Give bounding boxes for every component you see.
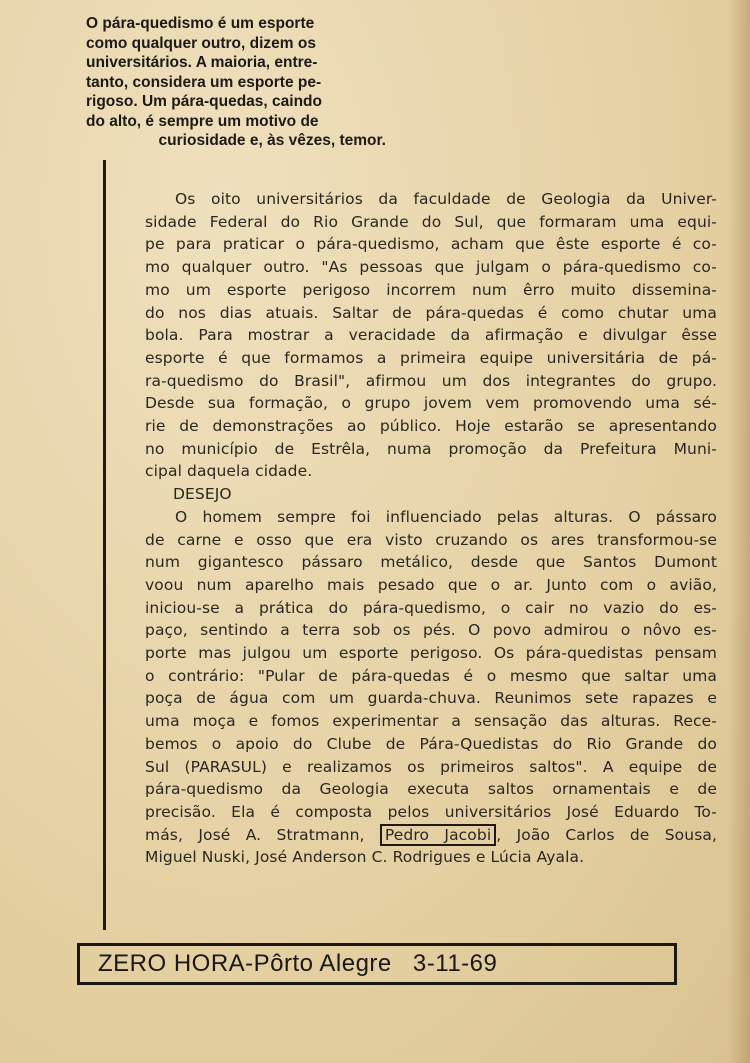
lead-line: universitários. A maioria, entre- [86, 54, 318, 71]
lead-line: do alto, é sempre um motivo de [86, 112, 319, 130]
article-line: O homem sempre foi influenciado pelas alturas. O pássaro [175, 507, 717, 526]
lead-line: tanto, considera um esporte pe- [86, 73, 322, 91]
article-line: num gigantesco pássaro metálico, desde que Santos Dumont [145, 553, 717, 572]
article-line: porte mas julgou um esporte perigoso. Os pára-quedistas pensam [145, 644, 717, 663]
article-line: no município de Estrêla, numa promoção da Prefeitura Muni- [145, 439, 717, 458]
article-body [145, 188, 717, 869]
source-name: ZERO HORA-Pôrto Alegre [98, 950, 392, 977]
article-line: uma moça e fomos experimentar a sensação das alturas. Rece- [145, 712, 717, 731]
subhead: DESEJO [173, 485, 232, 504]
article-line: bola. Para mostrar a veracidade da afirmação e divulgar êsse [145, 326, 717, 345]
article-line: bemos o apoio do Clube de Pára-Quedistas do Rio Grande do [145, 734, 717, 753]
article-text: más, José A. Stratmann, [145, 825, 365, 844]
vertical-rule [103, 160, 106, 930]
article-line: pára-quedismo da Geologia executa saltos ornamentais e de [145, 780, 717, 799]
boxed-name: Pedro Jacobi [380, 824, 496, 846]
paper-edge [728, 0, 750, 1063]
article-line: mo qualquer outro. "As pessoas que julgam o pára-quedismo co- [145, 258, 717, 277]
article-line: Os oito universitários da faculdade de Geologia da Univer- [175, 190, 717, 208]
article-line: cipal daquela cidade. [145, 462, 313, 481]
lead-line: curiosidade e, às vêzes, temor. [158, 132, 386, 149]
article-line: ra-quedismo do Brasil", afirmou um dos integrantes do grupo. [145, 371, 717, 390]
article-line: voou num aparelho mais pesado que o ar. Junto com o avião, [145, 575, 717, 594]
lead-line: O pára-quedismo é um esporte [86, 15, 315, 32]
article-line: rie de demonstrações ao público. Hoje estarão se apresentando [145, 417, 717, 436]
article-line: pe para praticar o pára-quedismo, acham que êste esporte é co- [145, 235, 717, 254]
article-line: esporte é que formamos a primeira equipe universitária de pá- [145, 348, 717, 367]
lead-paragraph [86, 14, 386, 151]
article-line: poça de água com um guarda-chuva. Reunimos sete rapazes e [145, 689, 717, 708]
article-line: de carne e osso que era visto cruzando os ares transformou-se [145, 530, 717, 549]
source-date: 3-11-69 [412, 950, 498, 977]
article-line: mo um esporte perigoso incorrem num êrro muito dissemina- [145, 280, 717, 299]
article-line: iniciou-se a prática do pára-quedismo, o cair no vazio do es- [145, 598, 717, 617]
article-line: Sul (PARASUL) e realizamos os primeiros saltos". A equipe de [145, 757, 717, 776]
article-line: o contrário: "Pular de pára-quedas é o mesmo que saltar uma [145, 666, 717, 685]
article-line: sidade Federal do Rio Grande do Sul, que formaram uma equi- [145, 212, 717, 231]
article-line [145, 824, 717, 847]
lead-line: rigoso. Um pára-quedas, caindo [86, 93, 322, 110]
article-line: do nos dias atuais. Saltar de pára-quedas é como chutar uma [145, 303, 717, 322]
source-caption [77, 943, 677, 985]
article-line: Miguel Nuski, José Anderson C. Rodrigues e Lúcia Ayala. [145, 848, 585, 867]
article-line: precisão. Ela é composta pelos universitários José Eduardo To- [145, 802, 717, 821]
article-line: Desde sua formação, o grupo jovem vem promovendo uma sé- [145, 394, 717, 413]
article-line: paço, sentindo a terra sob os pés. O povo admirou o nôvo es- [145, 621, 717, 640]
article-text: , João Carlos de Sousa, [496, 825, 717, 844]
lead-line: como qualquer outro, dizem os [86, 34, 316, 52]
